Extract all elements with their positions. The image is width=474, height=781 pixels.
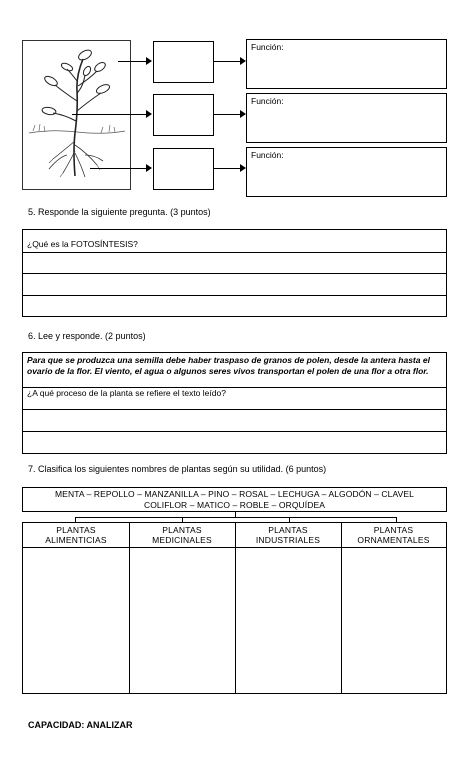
funcion-label: Función:	[251, 96, 284, 106]
column-header-line: PLANTAS	[373, 525, 414, 535]
column-header-line: MEDICINALES	[152, 535, 212, 545]
column-header-line: PLANTAS	[162, 525, 202, 535]
answer-cell-industriales[interactable]	[236, 548, 341, 693]
arrow-root-1	[118, 61, 146, 62]
answer-line[interactable]	[23, 295, 446, 296]
answer-box-2[interactable]	[153, 94, 214, 136]
answer-box-3[interactable]	[153, 148, 214, 190]
answer-line[interactable]	[23, 431, 446, 432]
question-7-title: 7. Clasifica los siguientes nombres de plantas según su utilidad. (6 puntos)	[28, 464, 327, 474]
arrow-link-3	[214, 168, 240, 169]
funcion-label: Función:	[251, 42, 284, 52]
arrow-head-3	[146, 164, 152, 172]
funcion-box-3[interactable]	[246, 147, 447, 197]
question-6-title: 6. Lee y responde. (2 puntos)	[28, 331, 146, 341]
plant-names-box	[22, 487, 447, 512]
column-header-line: PLANTAS	[268, 525, 308, 535]
answer-cell-medicinales[interactable]	[130, 548, 235, 693]
column-header-medicinales	[129, 523, 235, 547]
column-header-line: INDUSTRIALES	[255, 535, 321, 545]
answer-cell-alimenticias[interactable]	[23, 548, 129, 693]
answer-line[interactable]	[23, 409, 446, 410]
arrow-head-1	[146, 57, 152, 65]
arrow-link-2	[214, 114, 240, 115]
question-5-title: 5. Responde la siguiente pregunta. (3 puntos)	[28, 207, 211, 217]
column-header-line: PLANTAS	[56, 525, 96, 535]
answer-line[interactable]	[23, 273, 446, 274]
arrow-head-2	[146, 110, 152, 118]
connector-horizontal	[75, 517, 396, 518]
column-header-line: ORNAMENTALES	[357, 535, 430, 545]
funcion-label: Función:	[251, 150, 284, 160]
question-6-passage: Para que se produzca una semilla debe haber traspaso de granos de polen, desde la antera hasta el ovario de la flor. El viento, el agua o algunos seres vivos transportan el polen de una flor a otra flor.	[27, 355, 430, 376]
question-5-answer-table	[22, 229, 447, 317]
answer-box-1[interactable]	[153, 41, 214, 83]
arrow-link-1	[214, 61, 240, 62]
question-6-text: ¿A qué proceso de la planta se refiere el texto leído?	[27, 388, 226, 398]
capacidad-label: CAPACIDAD: ANALIZAR	[28, 720, 133, 730]
funcion-box-2[interactable]	[246, 93, 447, 143]
funcion-box-1[interactable]	[246, 39, 447, 89]
arrow-root-2	[72, 114, 146, 115]
column-header-industriales	[235, 523, 341, 547]
classification-table	[22, 522, 447, 694]
plant-names-line-2: COLIFLOR – MATICO – ROBLE – ORQUÍDEA	[143, 500, 326, 510]
answer-line[interactable]	[23, 252, 446, 253]
column-header-ornamentales	[341, 523, 446, 547]
question-5-text: ¿Qué es la FOTOSÍNTESIS?	[27, 239, 138, 249]
connector-main	[235, 512, 236, 517]
arrow-root-3	[90, 168, 146, 169]
column-header-alimenticias	[23, 523, 129, 547]
column-header-line: ALIMENTICIAS	[45, 535, 107, 545]
question-6-table	[22, 352, 447, 454]
answer-cell-ornamentales[interactable]	[342, 548, 446, 693]
plant-names-line-1: MENTA – REPOLLO – MANZANILLA – PINO – ROSAL – LECHUGA – ALGODÓN – CLAVEL	[55, 489, 414, 499]
plant-illustration	[23, 41, 130, 189]
